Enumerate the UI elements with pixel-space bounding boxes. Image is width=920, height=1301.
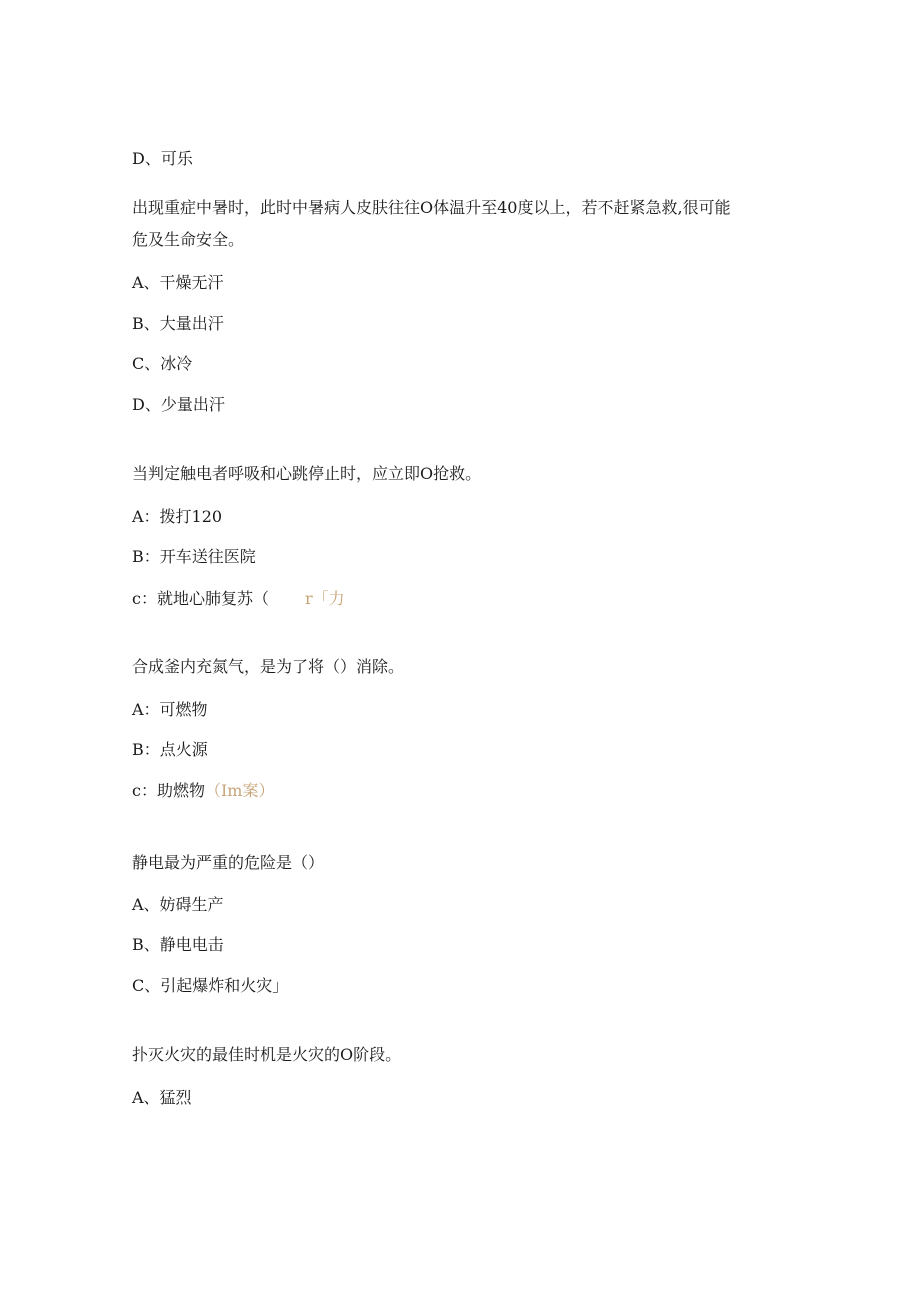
option-d: D、少量出汗	[132, 395, 225, 414]
option-c	[132, 589, 345, 609]
option-a: A、干燥无汗	[132, 273, 224, 292]
question-text: 扑灭火灾的最佳时机是火灾的O阶段。	[132, 1045, 402, 1064]
option-c-text: c：就地心肺复苏（	[132, 589, 269, 608]
question-text: 合成釜内充氮气，是为了将（）消除。	[132, 657, 405, 676]
option-a: A、猛烈	[132, 1088, 192, 1107]
option-c	[132, 781, 274, 801]
question-text: 静电最为严重的危险是（）	[132, 853, 325, 872]
option-b: B：开车送往医院	[132, 547, 256, 566]
option-b: B：点火源	[132, 740, 208, 759]
question-text: 出现重症中暑时，此时中暑病人皮肤往往O体温升至40度以上，若不赶紧急救,很可能	[132, 198, 731, 217]
option-c: C、引起爆炸和火灾」	[132, 976, 289, 995]
option-c: C、冰冷	[132, 354, 193, 373]
question-text-continued: 危及生命安全。	[132, 230, 245, 249]
option-d: D、可乐	[132, 149, 193, 168]
option-a: A、妨碍生产	[132, 895, 224, 914]
option-a: A：可燃物	[132, 700, 208, 719]
option-b: B、静电电击	[132, 935, 224, 954]
option-b: B、大量出汗	[132, 314, 224, 333]
option-c-text: c：助燃物	[132, 781, 205, 800]
option-a: A：拨打120	[132, 507, 223, 526]
answer-annotation: （Im案）	[204, 781, 275, 800]
question-text: 当判定触电者呼吸和心跳停止时，应立即O抢救。	[132, 464, 482, 483]
answer-annotation: r「力	[304, 589, 345, 608]
